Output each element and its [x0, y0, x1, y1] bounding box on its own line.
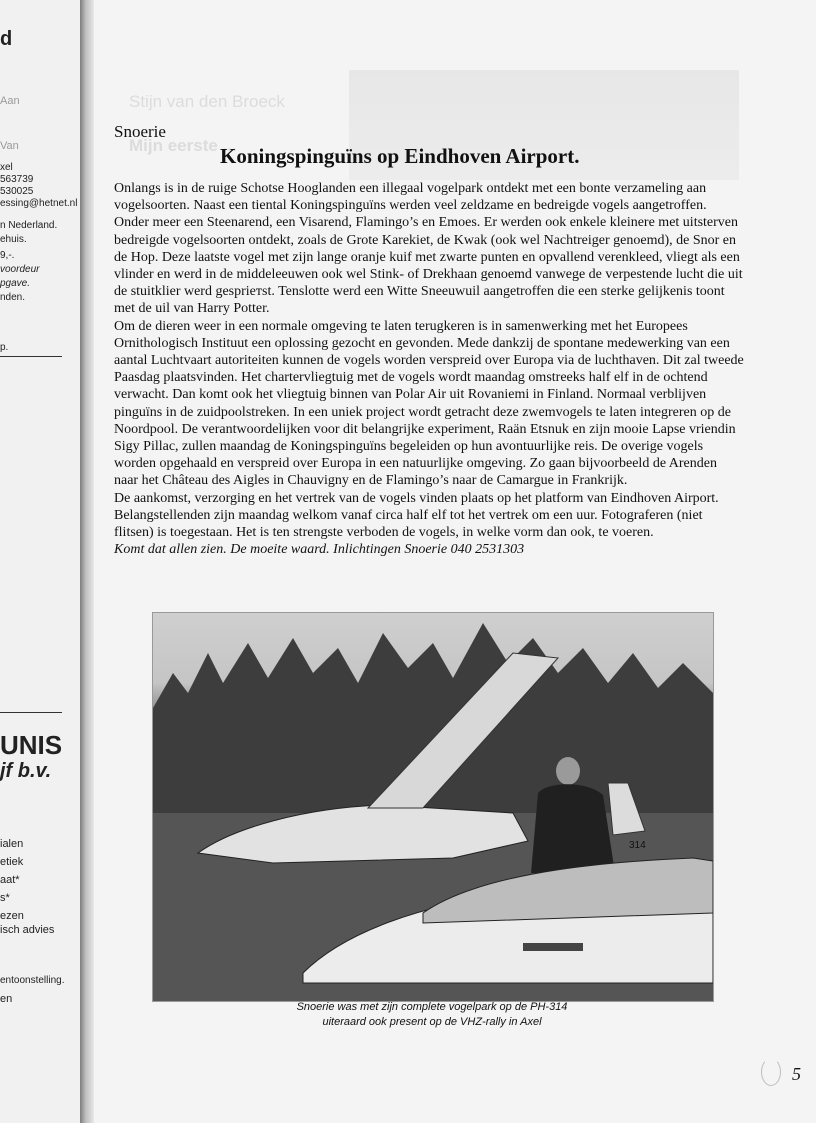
paragraph: Onlangs is in de ruige Schotse Hooglanden een illegaal vogelpark ontdekt met een bonte verzameling aan vogelsoorten. Naast een tiental Koningspinguïns werden veel zeldzame en bedreigde vogels aangetroffen. Onder meer een Steenarend, een Visarend, Flamingo’s en Emoes. Er werden ook enkele kleinere met uitsterven bedreigde vogelsoorten ontdekt, zoals de Grote Karekiet, de Kwak (ook wel Nachtreiger genoemd), de Snor en de Hop. Deze laatste vogel met zijn lange oranje kuif met zwarte punten en opvallend verenkleed, vliegt als een vlinder en werd in de middeleeuwen ook wel Stink- of Drekhaan genoemd vanwege de verpestende lucht die uit de stuitklier werd gespriетst. Tenslotte werd een Witte Sneeuwuil aangetroffen die een sterke gelijkenis toont met de uil van Harry Potter.	[114, 181, 743, 317]
left-page-text: ezen	[0, 910, 24, 922]
caption-line: Snoerie was met zijn complete vogelpark op de PH-314	[296, 1001, 568, 1013]
left-page-text: essing@hetnet.nl	[0, 198, 78, 209]
left-page-rule	[0, 712, 62, 713]
paragraph: Om de dieren weer in een normale omgeving te laten terugkeren is in samenwerking met het Europees Ornithologisch Instituut een oplossing gezocht en gevonden. Mede dankzij de spontane medewerking van een aantal Luchtvaart autoriteiten kunnen de vogels worden verspreid over Europa via de luchthaven. Dit zal tweede Paasdag plaatsvinden. Het chartervliegtuig met de vogels wordt maandag omstreeks half elf in de ochtend verwacht. Dan komt ook het vliegtuig binnen van Polar Air uit Rovaniemi in Finland. Normaal verblijven pinguïns in de zuidpoolstreken. In een uniek project wordt getracht deze zwemvogels te laten integreren op de Noordpool. De verantwoordelijken voor dit belangrijke experiment, Raän Etsnuk en zijn mooie Lapse vriendin Sigy Pillac, zullen maandag de Koningspinguïns begeleiden op hun avontuurlijke reis. De overige vogels worden opgehaald en verspreid over Europa in een natuurlijke omgeving. Zo gaan bijvoorbeeld de Arenden naar het Château des Aigles in Chauvigny en de Flamingo’s naar de Camargue in Frankrijk.	[114, 318, 744, 489]
section-label: Snoerie	[114, 122, 166, 141]
pencil-mark	[761, 1058, 781, 1086]
left-page-text: n Nederland.	[0, 220, 58, 231]
left-page-text: entoonstelling.	[0, 975, 65, 986]
left-page-rule	[0, 356, 62, 357]
paragraph: De aankomst, verzorging en het vertrek van de vogels vinden plaats op het platform van Eindhoven Airport. Belangstellenden zijn maandag welkom vanaf circa half elf tot het vertrek om een uur. Fotograferen (niet flitsen) is toegestaan. Het is ten strengste verboden de vogels, in welke vorm dan ook, te voeren.	[114, 490, 719, 541]
article-title: Koningspinguïns op Eindhoven Airport.	[220, 144, 580, 168]
left-page-text: 9,-.	[0, 250, 15, 261]
left-page-text: 530025	[0, 186, 34, 197]
registration-stripe	[523, 943, 583, 951]
left-page-ad-subheading: jf b.v.	[0, 760, 52, 782]
left-page-text: ialen	[0, 838, 24, 850]
person-body	[531, 784, 615, 873]
left-page-text: voordeur	[0, 264, 40, 275]
previous-page-strip	[0, 0, 81, 1123]
left-page-text: s*	[0, 892, 10, 904]
show-through-subtitle: Mijn eerste ...	[129, 136, 237, 155]
left-page-text: isch advies	[0, 924, 55, 936]
page-gutter	[80, 0, 94, 1123]
glider-photo	[152, 612, 714, 1002]
left-page-faded-text: Aan	[0, 95, 20, 107]
left-page-text: aat*	[0, 874, 20, 886]
caption-line: uiteraard ook present op de VHZ-rally in Axel	[322, 1016, 542, 1028]
left-page-text: p.	[0, 342, 9, 353]
page-number: 5	[792, 1064, 801, 1084]
left-page-text: ehuis.	[0, 234, 27, 245]
closing-line: Komt dat allen zien. De moeite waard. Inlichtingen Snoerie 040 2531303	[114, 542, 525, 558]
left-page-text: en	[0, 993, 13, 1005]
left-page-text: 563739	[0, 174, 34, 185]
magazine-page	[94, 0, 816, 1123]
article-body	[114, 180, 744, 558]
photo-caption	[152, 1000, 712, 1030]
left-page-text: pgave.	[0, 278, 31, 289]
left-page-text: d	[0, 28, 13, 50]
person-head	[556, 757, 580, 785]
tail-code: 314	[629, 840, 646, 851]
left-page-text: xel	[0, 162, 13, 173]
left-page-ad-heading: UNIS	[0, 730, 63, 760]
show-through-author: Stijn van den Broeck	[129, 92, 285, 111]
left-page-text: nden.	[0, 292, 26, 303]
left-page-faded-text: Van	[0, 140, 19, 152]
left-page-text: etiek	[0, 856, 24, 868]
